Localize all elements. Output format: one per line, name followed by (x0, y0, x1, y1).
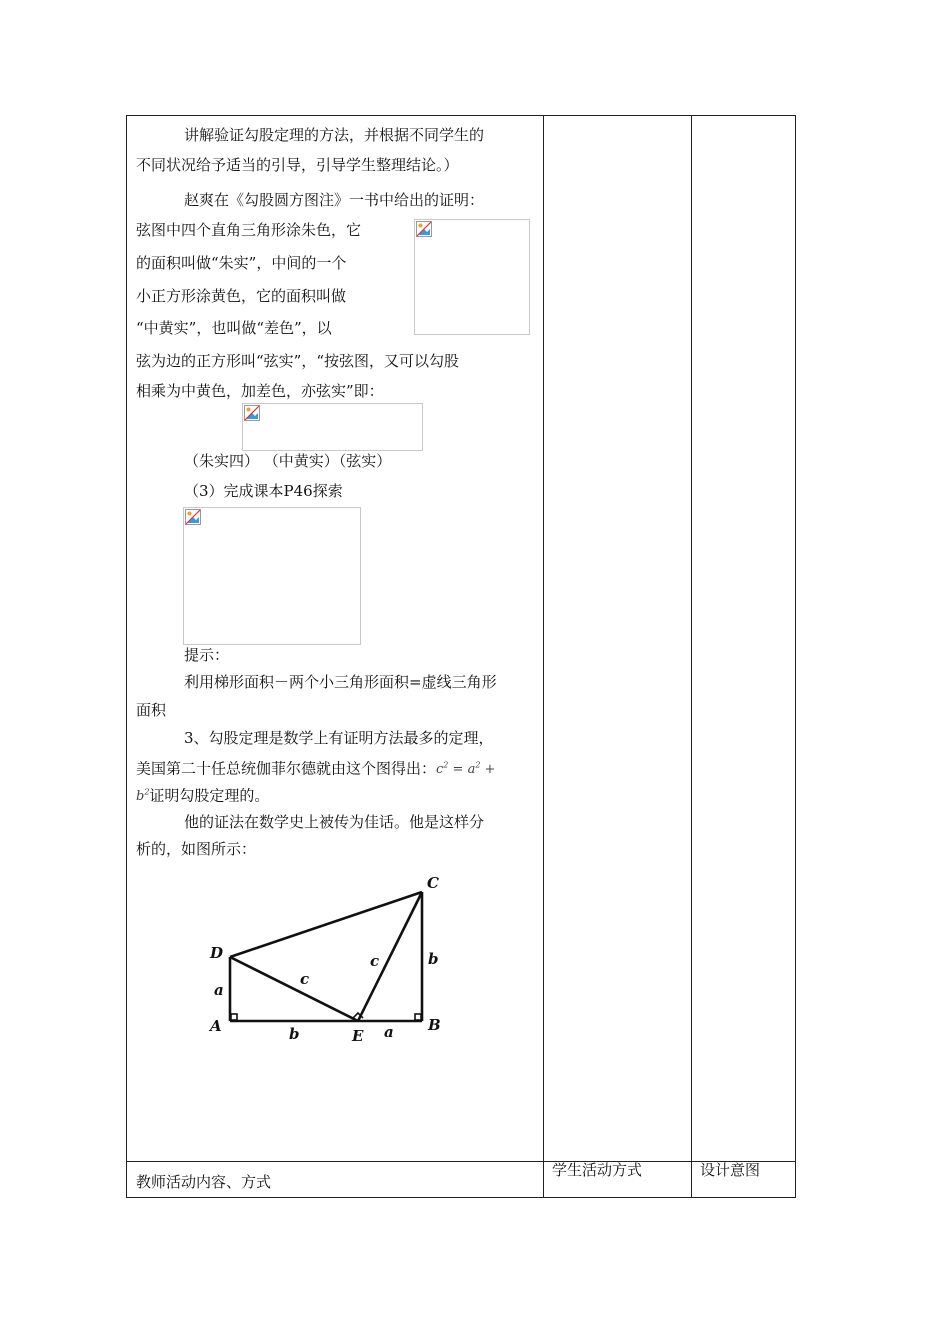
text-line: （3）完成课本P46探索 (184, 482, 343, 500)
formula-continued: $b^2$ (136, 788, 150, 805)
broken-image-icon (244, 405, 260, 421)
text-line: （朱实四） （中黄实）（弦实） (184, 452, 392, 470)
text-line: 美国第二十任总统伽菲尔德就由这个图得出：$c^2 = a^2$ + (136, 759, 496, 778)
text-line: 赵爽在《勾股圆方图注》一书中给出的证明： (184, 191, 485, 209)
footer-row-divider (127, 1161, 795, 1162)
broken-image-icon (185, 509, 201, 525)
right-angle-A (231, 1014, 237, 1020)
text-line: “中黄实”，也叫做“差色”，以 (136, 319, 332, 337)
text-line: 提示： (184, 646, 230, 664)
vertex-label-C: C (427, 874, 439, 892)
side-label-b: b (289, 1025, 300, 1043)
vertex-label-D: D (210, 944, 224, 962)
text-line: 析的，如图所示： (136, 840, 257, 858)
right-angle-B (415, 1014, 421, 1020)
formula: $c^2 = a^2$ + (436, 761, 496, 778)
text-line: 的面积叫做“朱实”，中间的一个 (136, 254, 347, 272)
side-label-c: c (370, 952, 380, 970)
text-line: 弦图中四个直角三角形涂朱色，它 (136, 221, 362, 239)
side-label-b: b (428, 950, 439, 968)
trapezoid-proof-figure (200, 868, 460, 1048)
text-line: 利用梯形面积－两个小三角形面积=虚线三角形 (184, 673, 497, 691)
side-label-a: a (214, 981, 224, 999)
text-line: 不同状况给予适当的引导，引导学生整理结论。） (136, 156, 459, 174)
column-header-teacher: 教师活动内容、方式 (136, 1173, 272, 1191)
image-placeholder (414, 219, 530, 335)
text-line: 相乘为中黄色，加差色，亦弦实”即： (136, 382, 384, 400)
image-placeholder (242, 403, 423, 451)
column-divider-1 (543, 116, 544, 1197)
text-line: 3、勾股定理是数学上有证明方法最多的定理， (184, 729, 494, 747)
text-line: 他的证法在数学史上被传为佳话。他是这样分 (184, 813, 485, 831)
vertex-label-B: B (428, 1016, 441, 1034)
segment-DE (230, 957, 358, 1021)
vertex-label-A: A (210, 1017, 222, 1035)
broken-image-icon (416, 221, 432, 237)
text-line: 面积 (136, 701, 167, 719)
column-header-student: 学生活动方式 (552, 1161, 643, 1179)
image-placeholder (183, 507, 361, 645)
text-line: 小正方形涂黄色，它的面积叫做 (136, 287, 347, 305)
column-header-design: 设计意图 (700, 1161, 761, 1179)
column-divider-2 (691, 116, 692, 1197)
text-line: 讲解验证勾股定理的方法，并根据不同学生的 (184, 126, 485, 144)
vertex-label-E: E (352, 1027, 364, 1045)
side-label-c: c (300, 970, 310, 988)
text-line: $b^2$证明勾股定理的。 (136, 786, 270, 805)
text-line: 弦为边的正方形叫“弦实”，“按弦图，又可以勾股 (136, 352, 460, 370)
side-label-a: a (384, 1023, 394, 1041)
